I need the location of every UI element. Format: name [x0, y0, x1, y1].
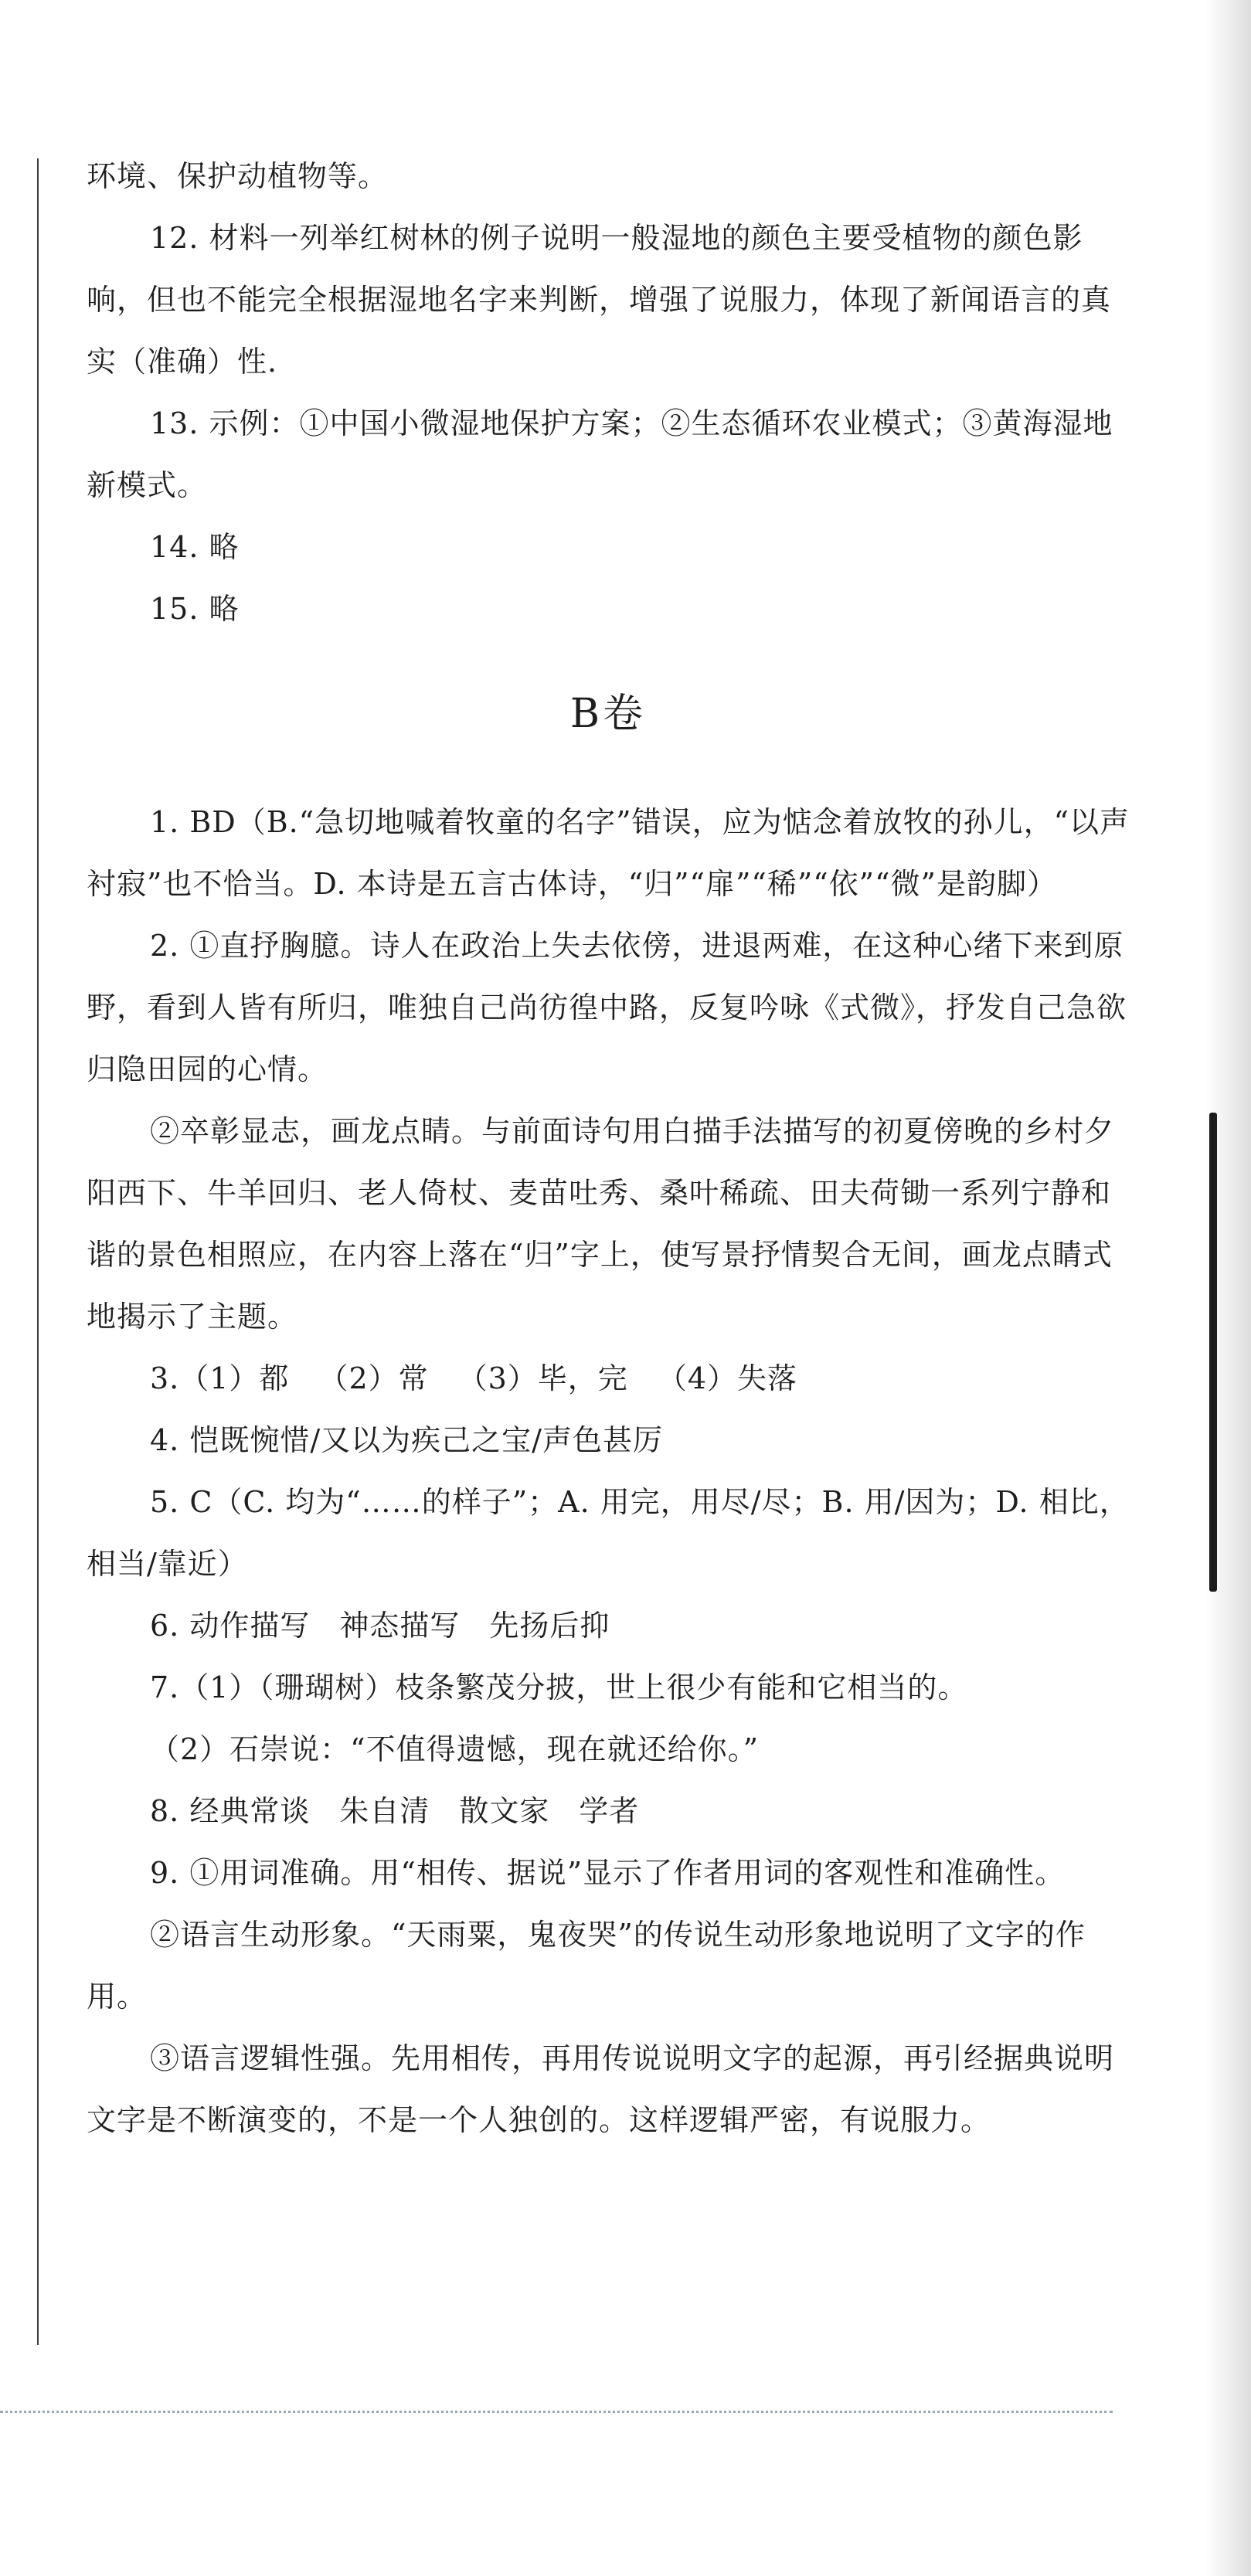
b-answer-9-part1: 9. ①用词准确。用“相传、据说”显示了作者用词的客观性和准确性。	[150, 1856, 1066, 1890]
b-answer-6-item1: 6. 动作描写	[150, 1609, 311, 1643]
b-answer-3-item4: （4）失落	[657, 1361, 797, 1395]
b-answer-7-part2: （2）石崇说：“不值得遗憾，现在就还给你。”	[150, 1732, 760, 1766]
b-answer-5: 5. C（C. 均为“……的样子”；A. 用完，用尽/尽；B. 用/因为；D. 相比，相当/靠近）	[87, 1485, 1130, 1581]
b-answer-6	[87, 1595, 1130, 1657]
b-answer-9-part3: ③语言逻辑性强。先用相传，再用传说说明文字的起源，再引经据典说明文字是不断演变的，不是一个人独创的。这样逻辑严密，有说服力。	[87, 2041, 1115, 2137]
b-answer-6-item2: 神态描写	[339, 1609, 461, 1643]
b-answer-2-part1: 2. ①直抒胸臆。诗人在政治上失去依傍，进退两难，在这种心绪下来到原野，看到人皆有所归，唯独自己尚彷徨中路，反复吟咏《式微》，抒发自己急欲归隐田园的心情。	[87, 929, 1127, 1086]
b-answer-1: 1. BD（B.“急切地喊着牧童的名字”错误，应为惦念着放牧的孙儿，“以声衬寂”也不恰当。D. 本诗是五言古体诗，“归”“扉”“稀”“依”“微”是韵脚）	[87, 805, 1130, 901]
b-answer-8-item2: 朱自清	[339, 1794, 430, 1828]
b-answer-8-item4: 学者	[579, 1794, 640, 1828]
b-answer-8-item3: 散文家	[459, 1794, 550, 1828]
answer-13: 13. 示例：①中国小微湿地保护方案；②生态循环农业模式；③黄海湿地新模式。	[87, 406, 1113, 502]
bottom-dotted-rule	[0, 2411, 1113, 2413]
b-answer-7-part1: 7.（1）（珊瑚树）枝条繁茂分披，世上很少有能和它相当的。	[150, 1670, 968, 1704]
b-answer-8	[87, 1780, 1130, 1842]
b-answer-3-item3: （3）毕，完	[457, 1361, 628, 1395]
b-answer-3	[87, 1347, 1130, 1409]
left-margin-line	[37, 158, 39, 2345]
b-answer-2-part2: ②卒彰显志，画龙点睛。与前面诗句用白描手法描写的初夏傍晚的乡村夕阳西下、牛羊回归、老人倚杖、麦苗吐秀、桑叶稀疏、田夫荷锄一系列宁静和谐的景色相照应，在内容上落在“归”字上，使写景抒情契合无间，画龙点睛式地揭示了主题。	[87, 1114, 1115, 1334]
b-answer-6-item3: 先扬后抑	[489, 1609, 610, 1643]
b-answer-3-item2: （2）常	[318, 1361, 429, 1395]
page-content	[87, 145, 1130, 2151]
section-a-continuation: 环境、保护动植物等。	[87, 159, 389, 193]
answer-12: 12. 材料一列举红树林的例子说明一般湿地的颜色主要受植物的颜色影响，但也不能完全根据湿地名字来判断，增强了说服力，体现了新闻语言的真实（准确）性.	[87, 221, 1112, 379]
answer-14: 14. 略	[150, 530, 240, 564]
answer-15: 15. 略	[150, 592, 240, 626]
binding-mark	[1209, 1113, 1217, 1592]
b-answer-8-item1: 8. 经典常谈	[150, 1794, 311, 1828]
b-answer-4: 4. 恺既惋惜/又以为疾己之宝/声色甚厉	[150, 1423, 663, 1457]
b-answer-3-item1: 3.（1）都	[150, 1361, 290, 1395]
b-answer-9-part2: ②语言生动形象。“天雨粟，鬼夜哭”的传说生动形象地说明了文字的作用。	[87, 1918, 1086, 2014]
section-b-title: B卷	[569, 691, 647, 737]
